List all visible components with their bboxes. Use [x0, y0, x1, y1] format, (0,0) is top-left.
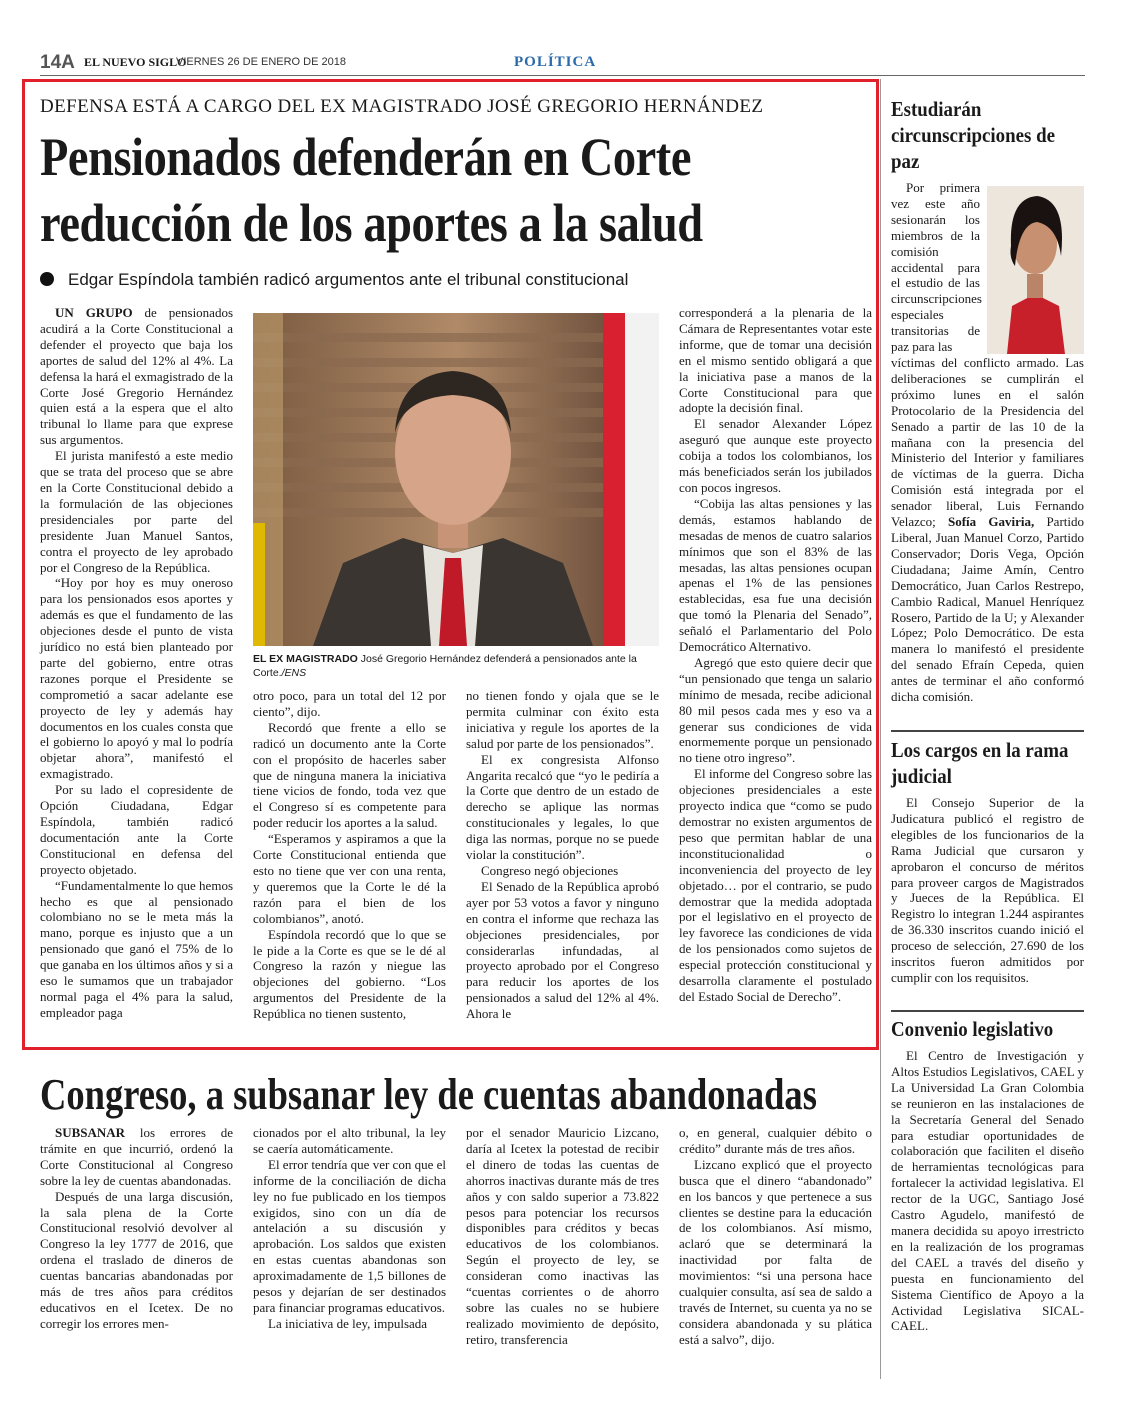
paragraph-text: Espíndola recordó que lo que se le pide a la Corte es que se le dé al Congreso la razón y niegue las objeciones del gobierno. “Los argumentos del Presidente de la República no tienen sustento,: [253, 926, 446, 1022]
paragraph: [40, 575, 233, 782]
paragraph-text: El ex congresista Alfonso Angarita recalcó que “yo le pediría a la Corte que dentro de un estado de derecho se aplique las normas constitucionales y legales, lo que diga las normas, porque no se puede violar la constitución”.: [466, 751, 659, 863]
paragraph-text: Lizcano explicó que el proyecto busca que el dinero “abandonado” en los bancos y que pertenece a sus clientes se destine para la educación de los colombianos. Así mismo, aclaró que se determinará la inactividad por falta de movimientos: “si una persona hace cualquier consulta, así sea de saldo a través de Internet, su cuenta ya no se considera abandonada y su plática está a salvo”, dijo.: [679, 1156, 872, 1347]
paragraph-text: El error tendría que ver con que el informe de la conciliación de dicha ley no fue publicado en los tiempos exigidos, sino con un día de antelación a su discusión y aprobación. Los saldos que existen en estas cuentas abandonas son aproximadamente de 1,5 billones de pesos y dejarían de ser destinados para financiar programas educativos.: [253, 1156, 446, 1315]
paragraph-text: La iniciativa de ley, impulsada: [268, 1315, 428, 1331]
paragraph-text: Después de una larga discusión, la sala plena de la Corte Constitucional resolvió devolver al Congreso la ley 1777 de 2016, que ordena el traslado de dineros de cuentas bancarias abandonadas por más de tres años para créditos educativos en el Icetex. De no corregir los errores men-: [40, 1188, 233, 1331]
second-column-4: [679, 1125, 872, 1348]
caption-credit: /ENS: [281, 667, 307, 679]
paragraph: [679, 766, 872, 1005]
paragraph-text: corresponderá a la plenaria de la Cámara de Representantes votar este informe, que de tomar una decisión en el mismo sentido obligará a que la iniciativa pase a manos de la Corte Constitucional para que adopte la decisión final.: [679, 305, 872, 416]
paragraph: [679, 496, 872, 655]
paragraph-text: por el senador Mauricio Lizcano, daría al Icetex la potestad de recibir el dinero de todas las cuentas de ahorros inactivas durante más de tres años y con saldo superior a 73.822 pesos para potenciar los recursos disponibles para créditos y becas educativos de los colombianos. Según el proyecto de ley, se consideran como inactivas las “cuentas corrientes o de ahorro sobre las cuales no se hubiere realizado movimiento de depósito, retiro, transferencia: [466, 1125, 659, 1347]
paragraph: [253, 1125, 446, 1157]
paragraph: [679, 655, 872, 766]
paragraph: [253, 688, 446, 720]
paragraph-text: Recordó que frente a ello se radicó un documento ante la Corte con el propósito de hacerles saber que de ninguna manera la iniciativa tiene vicios de fondo, toda vez que el Congreso sí es competente para poder reducir los aportes a la salud.: [253, 719, 446, 831]
article-subhead: [40, 270, 628, 290]
paragraph-text: no tienen fondo y ojala que se le permita culminar con éxito esta iniciativa y regule los aportes de la salud por parte de los pensionados”.: [466, 688, 659, 751]
paragraph: [466, 752, 659, 863]
article-column-1: [40, 305, 233, 1021]
paragraph-text: El senador Alexander López aseguró que aunque este proyecto cobija a todos los colombianos, los más beneficiados serán los jubilados con pocos ingresos.: [679, 416, 872, 495]
sidebar-text-1a: Por primera vez este año sesionarán los miembros de la comisión accidental para el estudio de las circunscripciones especiales transitorias de paz para las: [891, 180, 982, 355]
article-headline: [40, 124, 762, 256]
paragraph-text: El informe del Congreso sobre las objeciones presidenciales a este proyecto indica que “como se pudo demostrar no existen argumentos de peso que permitan hablar de una inconstitucionalidad o inconveniencia del proyecto de ley objetado… por el contrario, se pudo demostrar que la medida adoptada por el legislativo en el proyecto de ley favorece las condiciones de vida de los pensionados como sujetos de especial protección constitucional y desarrolla claramente el postulado del Estado Social de Derecho”.: [679, 766, 872, 1004]
paragraph: [253, 927, 446, 1022]
header-rule: [40, 75, 1085, 76]
second-article-headline: Congreso, a subsanar ley de cuentas abandonadas: [40, 1070, 817, 1119]
caption-lead: EL EX MAGISTRADO: [253, 653, 358, 665]
paragraph: [679, 305, 872, 416]
second-column-3: [466, 1125, 659, 1348]
sidebar-text-2: El Consejo Superior de la Judicatura publicó el registro de elegibles de los funcionarios de la Rama Judicial que cursaron y aprobaron el concurso de méritos para proveer cargos de Magistrados y Jueces de la República. El Registro lo integran 1.244 aspirantes de 36.330 inscritos cuando inició el proceso de selección, 27.690 de los inscritos fueron admitidos por cumplir con los requisitos.: [891, 795, 1084, 985]
paragraph: [679, 1157, 872, 1348]
column-divider: [880, 79, 881, 1379]
paragraph-text: Por su lado el copresidente de Opción Ciudadana, Edgar Espíndola, también radicó documentación ante la Corte Constitucional en defensa del proyecto objetado.: [40, 782, 233, 877]
article-photo: [253, 313, 659, 646]
paragraph: [466, 1125, 659, 1348]
portrait-woman-image: [987, 186, 1084, 354]
paragraph: [253, 720, 446, 831]
headline-line-1: Pensionados defenderán en Corte: [40, 127, 692, 187]
paragraph: [679, 416, 872, 496]
paragraph: [466, 879, 659, 1022]
paragraph: [679, 1125, 872, 1157]
paragraph-text: los errores de trámite en que incurrió, ordenó la Corte Constitucional al Congreso sobre la ley de cuentas abandonadas.: [40, 1125, 233, 1188]
paragraph-text: El jurista manifestó a este medio que se trata del proceso que se abre en la Corte Constitucional debido a la formulación de las objeciones presidenciales por parte del presidente Juan Manuel Santos, contra el proyecto de ley aprobado por el Congreso de la República.: [40, 448, 233, 575]
second-column-1: [40, 1125, 233, 1332]
caption-text: José Gregorio Hernández defenderá a pensionados ante la Corte.: [253, 653, 637, 679]
paragraph-text: “Fundamentalmente lo que hemos hecho es que al pensionado colombiano no se le meta más la mano, porque es injusto que a un pensionado que ganó el 75% de lo que ganaba en los últimos años y si a eso le sumamos que un trabajador normal paga el 4% para la salud, empleador paga: [40, 877, 233, 1020]
portrait-image: [253, 313, 659, 646]
page-number: 14A: [40, 52, 75, 73]
paragraph-text: Congreso negó objeciones: [481, 862, 619, 878]
newspaper-name: EL NUEVO SIGLO: [84, 55, 187, 69]
sidebar-title-1: Estudiarán circunscripciones de paz: [891, 97, 1055, 173]
paragraph-text: “Esperamos y aspiramos a que la Corte Constitucional entienda que esto no tiene que ver con una renta, y queremos que la Corte le dé la razón para el bien de los colombianos”, anotó.: [253, 831, 446, 926]
paragraph-text: o, en general, cualquier débito o crédito” durante más de tres años.: [679, 1125, 872, 1156]
sidebar-photo: [987, 186, 1084, 354]
paragraph-text: otro poco, para un total del 12 por ciento”, dijo.: [253, 688, 446, 719]
paragraph: [253, 1316, 446, 1332]
paragraph: [253, 831, 446, 926]
paragraph: [40, 782, 233, 877]
article-column-3: [466, 688, 659, 1022]
paragraph-text: El Senado de la República aprobó ayer por 53 votos a favor y ninguno en contra el informe que rechaza las objeciones presidenciales, por considerarlas infundadas, al proyecto aprobado por el Congreso para reducir los aportes de los pensionados a salud del 12% al 4%. Ahora le: [466, 878, 659, 1022]
paragraph: [40, 1125, 233, 1189]
subhead-text: Edgar Espíndola también radicó argumentos ante el tribunal constitucional: [68, 270, 629, 289]
article-column-2: [253, 688, 446, 1022]
section-name: POLÍTICA: [514, 54, 597, 70]
sidebar-text-1b: víctimas del conflicto armado. Las deliberaciones se cumplirán el próximo lunes en el salón Protocolario de la Presidencia del Senado a partir de las 10 de la mañana con la presencia del Ministerio del Interior y familiares de víctimas de la guerra. Dicha Comisión está integrada por el senador liberal, Luis Fernando Velazco; Sofía Gaviria, Partido Liberal, Juan Manuel Corzo, Partido Conservador; Doris Vega, Opción Ciudadana; Jaime Amín, Centro Democrático, Juan Carlos Restrepo, Cambio Radical, Manuel Henríquez Rosero, Partido de la U; y Alexander López; Polo Democrático. De esta manera lo manifestó el presidente del senado Efraín Cepeda, quien antes de terminar el año conformó dicha comisión.: [891, 355, 1085, 705]
paragraph-text: “Cobija las altas pensiones y las demás, estamos hablando de mesadas de menos de cuatro salarios mínimos que son el 83% de las mesadas, las altas pensiones ocupan apenas el 1% de las pensiones establecidas, esa fue una decisión que tomó la Plenaria del Senado”, señaló el Parlamentario del Polo Democrático Alternativo.: [679, 495, 872, 655]
lead-in: UN GRUPO: [55, 305, 133, 320]
bullet-icon: [40, 272, 54, 286]
paragraph: [253, 1157, 446, 1316]
sidebar-rule-2: [891, 1010, 1084, 1012]
lead-in: SUBSANAR: [55, 1125, 126, 1140]
second-column-2: [253, 1125, 446, 1332]
paragraph-text: “Hoy por hoy es muy oneroso para los pensionados esos aportes y además es que el fundamento de las objeciones desde el punto de vista jurídico no está bien planteado por parte del gobierno, entre otras razones porque el Presidente se comprometió a sacar adelante ese proyecto de ley y además hay documentos en los cuales consta que el gobierno lo apoyó y mal lo podría objetar ahora”, manifestó el exmagistrado.: [40, 575, 233, 782]
paragraph: [40, 305, 233, 448]
paragraph-text: de pensionados acudirá a la Corte Constitucional a defender el proyecto que baja los aportes de salud del 12% al 4%. La defensa la hará el exmagistrado de la Corte José Gregorio Hernández quien está a la espera que el alto tribunal lo llame para que exprese sus argumentos.: [40, 305, 234, 448]
issue-date: VIERNES 26 DE ENERO DE 2018: [176, 56, 346, 68]
paragraph: [40, 448, 233, 575]
sidebar-title-2: Los cargos en la rama judicial: [891, 738, 1069, 788]
article-kicker: DEFENSA ESTÁ A CARGO DEL EX MAGISTRADO JOSÉ GREGORIO HERNÁNDEZ: [40, 96, 764, 117]
paragraph-text: Agregó que esto quiere decir que “un pensionado que tenga un salario mínimo de mesada, recibe adicional 80 mil pesos cada mes y eso va a generar sus condiciones de vida enormemente porque un pensionado no tiene otro ingreso”.: [679, 654, 872, 766]
paragraph: [40, 1189, 233, 1332]
paragraph: [466, 688, 659, 752]
sidebar-text-3: El Centro de Investigación y Altos Estudios Legislativos, CAEL y La Universidad La Gran Colombia se reunieron en las instalaciones de la Secretaría General del Senado para estudiar oportunidades de colaboración que faciliten el diseño de herramientas tecnológicas para fortalecer la actividad legislativa. El rector de la UGC, Santiago José Castro Agudelo, manifestó de manera decidida su apoyo irrestricto en la realización de los programas del CAEL a través del diseño y puesta en funcionamiento del Sistema Científico de Apoyo a la Actividad Legislativa SICAL- CAEL.: [891, 1048, 1084, 1334]
headline-line-2: reducción de los aportes a la salud: [40, 193, 703, 253]
paragraph: [40, 878, 233, 1021]
paragraph-text: cionados por el alto tribunal, la ley se caería automáticamente.: [253, 1125, 446, 1156]
sidebar-title-3: Convenio legislativo: [891, 1017, 1054, 1041]
article-column-4: [679, 305, 872, 1005]
paragraph: [466, 863, 659, 879]
sidebar-rule-1: [891, 730, 1084, 732]
photo-caption: [253, 652, 659, 680]
